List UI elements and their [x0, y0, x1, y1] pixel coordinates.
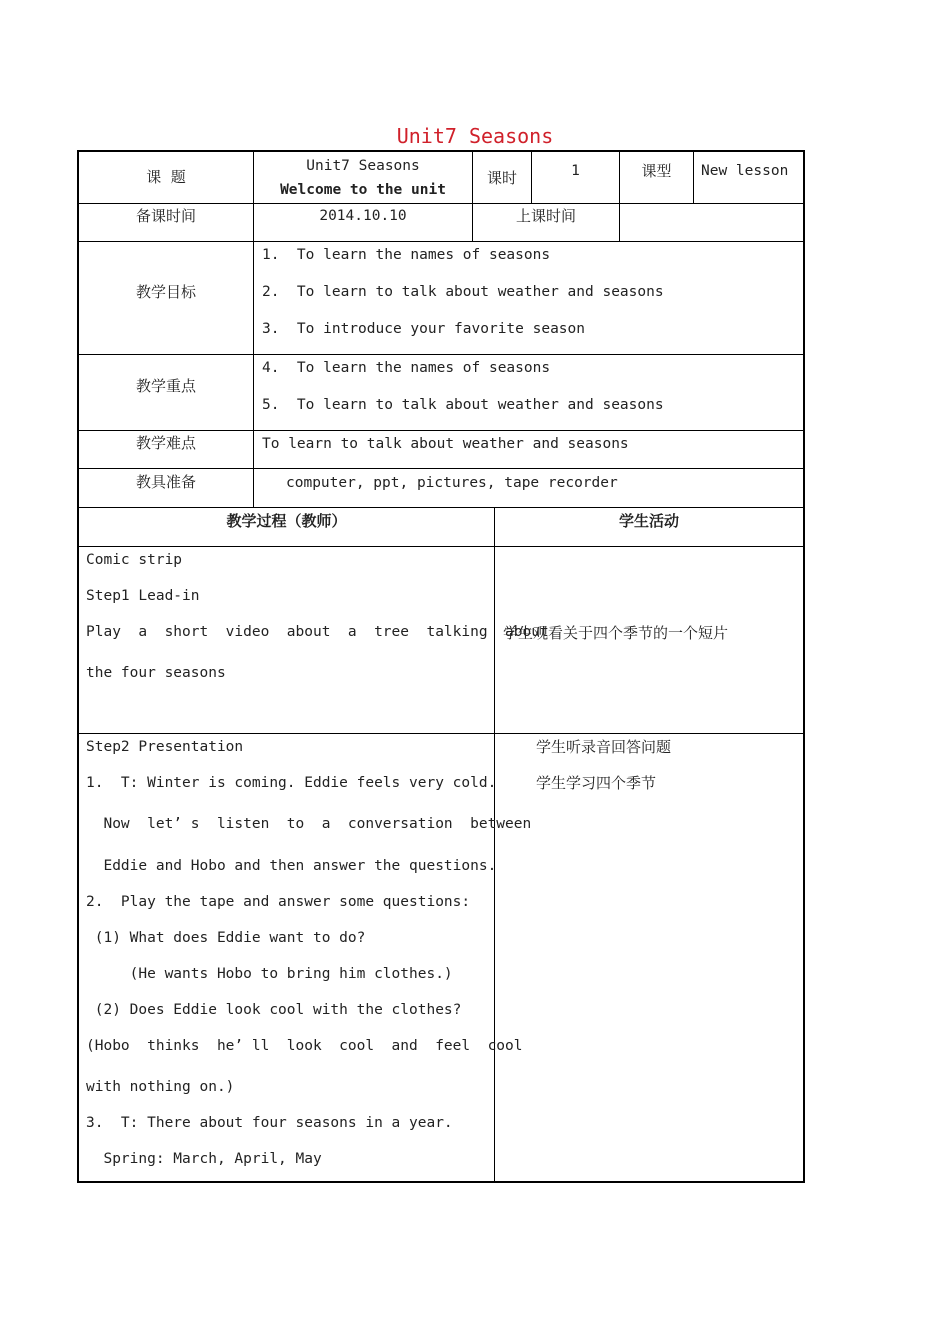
student-activity: 学生观看关于四个季节的一个短片: [503, 624, 729, 642]
process-line: Comic strip: [86, 552, 183, 568]
objective-item: 1. To learn the names of seasons: [262, 247, 551, 263]
page-title: Unit7 Seasons: [396, 124, 554, 148]
topic-title: Unit7 Seasons: [306, 158, 420, 174]
process-line: (Hobo thinks he’ ll look cool and feel cool: [86, 1038, 523, 1054]
row-divider: [79, 241, 803, 242]
row-divider: [79, 354, 803, 355]
col-divider: [693, 152, 694, 203]
process-line: Play a short video about a tree talking about: [86, 624, 549, 640]
row-divider: [79, 546, 803, 547]
materials-label: 教具准备: [135, 473, 196, 491]
process-line: 2. Play the tape and answer some questions:: [86, 894, 471, 910]
topic-label: 课 题: [146, 168, 186, 186]
key-point-item: 4. To learn the names of seasons: [262, 360, 551, 376]
process-line: Spring: March, April, May: [86, 1151, 322, 1167]
process-line: Step1 Lead-in: [86, 588, 200, 604]
key-points-label: 教学重点: [135, 377, 196, 395]
difficulties-label: 教学难点: [135, 434, 196, 452]
type-value: New lesson: [701, 163, 789, 179]
col-divider: [472, 152, 473, 241]
row-divider: [79, 733, 803, 734]
row-divider: [79, 507, 803, 508]
difficulties-text: To learn to talk about weather and seasons: [262, 436, 629, 452]
lesson-plan-table: [77, 150, 805, 1183]
row-divider: [79, 203, 803, 204]
process-line: (He wants Hobo to bring him clothes.): [86, 966, 453, 982]
process-line: Step2 Presentation: [86, 739, 244, 755]
prep-time-label: 备课时间: [135, 207, 196, 225]
process-line: 1. T: Winter is coming. Eddie feels very cold.: [86, 775, 497, 791]
objective-item: 3. To introduce your favorite season: [262, 321, 586, 337]
student-activity: 学生学习四个季节: [536, 774, 657, 792]
row-divider: [79, 468, 803, 469]
col-divider: [253, 152, 254, 507]
process-line: Eddie and Hobo and then answer the questions.: [86, 858, 497, 874]
period-value: 1: [571, 163, 580, 179]
period-label: 课时: [486, 169, 517, 187]
prep-time-value: 2014.10.10: [319, 208, 407, 224]
class-time-label: 上课时间: [515, 207, 576, 225]
row-divider: [79, 430, 803, 431]
col-divider: [494, 507, 495, 1183]
materials-text: computer, ppt, pictures, tape recorder: [286, 475, 618, 491]
topic-subtitle: Welcome to the unit: [280, 182, 446, 198]
process-line: Now let’ s listen to a conversation between: [86, 816, 532, 832]
process-line: 3. T: There about four seasons in a year.: [86, 1115, 453, 1131]
key-point-item: 5. To learn to talk about weather and seasons: [262, 397, 664, 413]
process-line: with nothing on.): [86, 1079, 235, 1095]
teacher-process-header: 教学过程（教师）: [226, 512, 347, 530]
student-activity-header: 学生活动: [618, 512, 679, 530]
objective-item: 2. To learn to talk about weather and seasons: [262, 284, 664, 300]
objectives-label: 教学目标: [135, 283, 196, 301]
process-line: (1) What does Eddie want to do?: [86, 930, 366, 946]
process-line: (2) Does Eddie look cool with the clothes?: [86, 1002, 462, 1018]
type-label: 课型: [641, 162, 672, 180]
student-activity: 学生听录音回答问题: [536, 738, 672, 756]
process-line: the four seasons: [86, 665, 226, 681]
